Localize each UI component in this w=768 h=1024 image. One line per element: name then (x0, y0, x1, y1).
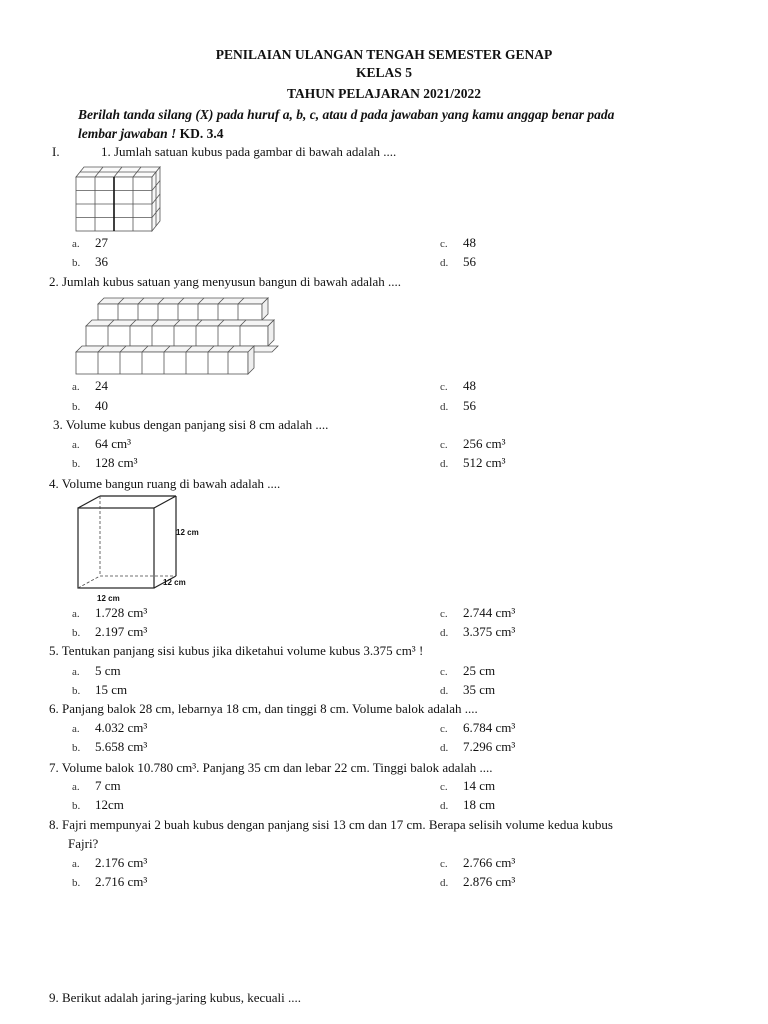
q5-option-a[interactable]: a. 5 cm (72, 663, 121, 678)
q4-option-c[interactable]: c. 2.744 cm³ (440, 605, 516, 620)
q1-cube-figure (72, 163, 164, 235)
q3-option-a[interactable]: a. 64 cm³ (72, 436, 132, 451)
q4-height-label: 12 cm (176, 528, 199, 537)
question-7-text: 7. Volume balok 10.780 cm³. Panjang 35 cm dan lebar 22 cm. Tinggi balok adalah .... (49, 760, 493, 775)
question-1-text: 1. Jumlah satuan kubus pada gambar di bawah adalah .... (101, 144, 397, 159)
q4-cube-figure (72, 494, 212, 604)
q2-option-a[interactable]: a. 24 (72, 378, 108, 393)
q6-option-d[interactable]: d. 7.296 cm³ (440, 739, 516, 754)
q6-option-a[interactable]: a. 4.032 cm³ (72, 720, 148, 735)
q4-depth-label: 12 cm (163, 578, 186, 587)
q7-option-c[interactable]: c. 14 cm (440, 778, 496, 793)
exam-class: KELAS 5 (356, 65, 412, 80)
section-number: I. (52, 144, 60, 159)
q2-staircase-figure (72, 294, 280, 378)
q7-option-b[interactable]: b. 12cm (72, 797, 124, 812)
q5-option-c[interactable]: c. 25 cm (440, 663, 496, 678)
q1-option-a[interactable]: a. 27 (72, 235, 108, 250)
q7-option-d[interactable]: d. 18 cm (440, 797, 496, 812)
question-5-text: 5. Tentukan panjang sisi kubus jika diketahui volume kubus 3.375 cm³ ! (49, 643, 424, 658)
q1-option-b[interactable]: b. 36 (72, 254, 108, 269)
q3-option-c[interactable]: c. 256 cm³ (440, 436, 506, 451)
q8-option-b[interactable]: b. 2.716 cm³ (72, 874, 148, 889)
q8-option-c[interactable]: c. 2.766 cm³ (440, 855, 516, 870)
question-6-text: 6. Panjang balok 28 cm, lebarnya 18 cm, dan tinggi 8 cm. Volume balok adalah .... (49, 701, 478, 716)
q1-option-d[interactable]: d. 56 (440, 254, 476, 269)
q8-option-d[interactable]: d. 2.876 cm³ (440, 874, 516, 889)
q6-option-c[interactable]: c. 6.784 cm³ (440, 720, 516, 735)
q4-option-a[interactable]: a. 1.728 cm³ (72, 605, 148, 620)
q7-option-a[interactable]: a. 7 cm (72, 778, 121, 793)
instruction-line-2 (78, 125, 224, 143)
q1-option-c[interactable]: c. 48 (440, 235, 476, 250)
question-4-text: 4. Volume bangun ruang di bawah adalah .... (49, 476, 281, 491)
question-2-text: 2. Jumlah kubus satuan yang menyusun bangun di bawah adalah .... (49, 274, 402, 289)
q2-option-c[interactable]: c. 48 (440, 378, 476, 393)
q5-option-d[interactable]: d. 35 cm (440, 682, 496, 697)
question-8-text: 8. Fajri mempunyai 2 buah kubus dengan panjang sisi 13 cm dan 17 cm. Berapa selisih volume kedua kubus (49, 817, 613, 832)
exam-title: PENILAIAN ULANGAN TENGAH SEMESTER GENAP (215, 47, 553, 62)
q6-option-b[interactable]: b. 5.658 cm³ (72, 739, 148, 754)
q5-option-b[interactable]: b. 15 cm (72, 682, 128, 697)
q4-option-d[interactable]: d. 3.375 cm³ (440, 624, 516, 639)
question-9-text: 9. Berikut adalah jaring-jaring kubus, kecuali .... (49, 990, 301, 1005)
question-3-text: 3. Volume kubus dengan panjang sisi 8 cm adalah .... (53, 417, 329, 432)
q8-option-a[interactable]: a. 2.176 cm³ (72, 855, 148, 870)
q2-option-d[interactable]: d. 56 (440, 398, 476, 413)
q4-width-label: 12 cm (97, 594, 120, 603)
exam-year: TAHUN PELAJARAN 2021/2022 (286, 86, 481, 101)
kd-label: KD. 3.4 (179, 126, 224, 141)
question-8-text-line-2: Fajri? (68, 836, 99, 851)
q2-option-b[interactable]: b. 40 (72, 398, 108, 413)
q3-option-b[interactable]: b. 128 cm³ (72, 455, 138, 470)
q4-option-b[interactable]: b. 2.197 cm³ (72, 624, 148, 639)
instruction-text: lembar jawaban ! (78, 126, 177, 141)
q3-option-d[interactable]: d. 512 cm³ (440, 455, 506, 470)
instruction-line-1: Berilah tanda silang (X) pada huruf a, b, c, atau d pada jawaban yang kamu anggap benar pada (78, 107, 615, 122)
